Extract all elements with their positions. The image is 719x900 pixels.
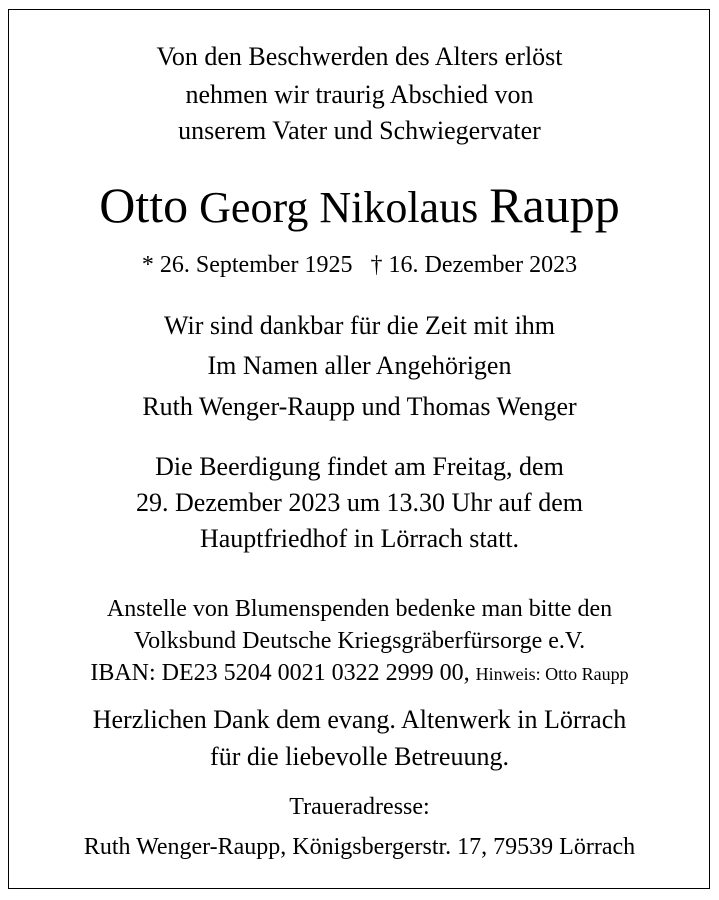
mourners-line-3: Ruth Wenger-Raupp und Thomas Wenger — [142, 392, 577, 421]
donation-note: Hinweis: Otto Raupp — [475, 664, 629, 684]
mourners-line-2: Im Namen aller Angehörigen — [207, 351, 512, 380]
intro-line-2: nehmen wir traurig Abschied von — [185, 80, 534, 109]
middle-names: Georg Nikolaus — [199, 183, 479, 232]
thanks-line-1: Herzlichen Dank dem evang. Altenwerk in Lörrach — [92, 705, 627, 734]
funeral-line-3: Hauptfriedhof in Lörrach statt. — [199, 524, 520, 553]
thanks-line-2: für die liebevolle Betreuung. — [210, 742, 509, 771]
intro-line-1: Von den Beschwerden des Alters erlöst — [156, 42, 563, 71]
donation-line-1: Anstelle von Blumenspenden bedenke man bitte den — [106, 596, 613, 622]
address-label: Traueradresse: — [289, 794, 430, 820]
iban: IBAN: DE23 5204 0021 0322 2999 00, — [90, 660, 470, 686]
birth-date: * 26. September 1925 — [141, 252, 353, 278]
donation-line-2: Volksbund Deutsche Kriegsgräberfürsorge e.V. — [133, 628, 586, 654]
donation-iban-line — [0, 661, 719, 685]
deceased-name — [0, 177, 719, 233]
funeral-line-1: Die Beerdigung findet am Freitag, dem — [155, 452, 564, 481]
life-dates — [0, 253, 719, 277]
last-name: Raupp — [489, 177, 620, 233]
mourners-line-1: Wir sind dankbar für die Zeit mit ihm — [163, 311, 556, 340]
death-date: † 16. Dezember 2023 — [370, 252, 578, 278]
intro-line-3: unserem Vater und Schwiegervater — [178, 116, 541, 145]
first-name: Otto — [99, 177, 189, 233]
address-value: Ruth Wenger-Raupp, Königsbergerstr. 17, 79539 Lörrach — [83, 834, 636, 860]
funeral-line-2: 29. Dezember 2023 um 13.30 Uhr auf dem — [136, 488, 583, 517]
